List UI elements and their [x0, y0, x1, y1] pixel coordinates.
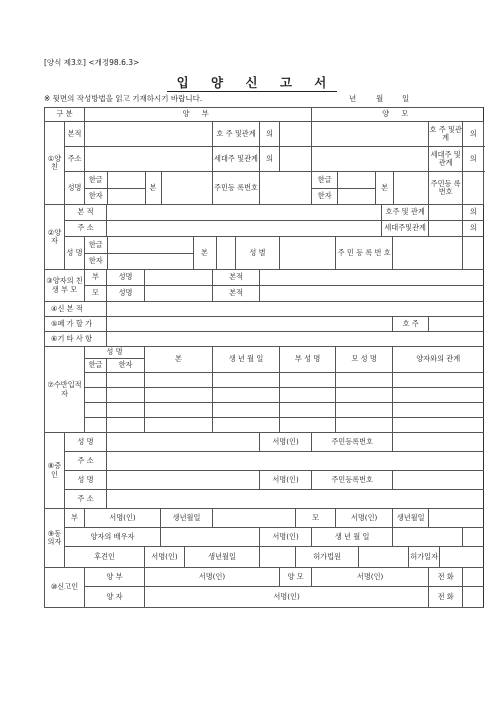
label-saengnyeon9: 생 년 월 일	[312, 528, 393, 547]
date-day: 일	[402, 94, 410, 103]
section-2-label: ②양자	[45, 205, 65, 270]
field-witness1-name[interactable]	[107, 433, 260, 452]
label-buseongmyeong: 부 성 명	[280, 347, 336, 373]
mother-name-block	[312, 172, 429, 205]
label-hanja-child: 한자	[85, 253, 107, 269]
s7-cell[interactable]	[85, 418, 107, 433]
label-bon-child: 본	[193, 237, 216, 269]
label-seongmyeong3: 성명	[107, 270, 145, 286]
s7-cell[interactable]	[280, 418, 336, 433]
field-child-bon[interactable]	[216, 237, 236, 269]
label-hoju-mother: 호 주 및관계	[429, 122, 463, 147]
label-juso: 주소	[65, 147, 85, 172]
label-heogabeobwon: 허가법원	[296, 547, 359, 568]
label-bonjeok: 본적	[65, 122, 85, 147]
label-yangbu10: 양 부	[85, 568, 145, 587]
witness1-sign[interactable]: 서명(인)	[260, 433, 312, 452]
field-mother-hangeul[interactable]	[338, 172, 376, 188]
s7-cell[interactable]	[145, 373, 213, 388]
field-mother-juso[interactable]	[312, 147, 429, 172]
label-hoju2: 호주 및 관계	[382, 205, 429, 221]
field-child-hangeul[interactable]	[107, 237, 193, 253]
field-bio-mother-bonjeok[interactable]	[260, 286, 484, 302]
consent-mother-sign[interactable]: 서명(인)	[336, 509, 393, 528]
field-child-hoju[interactable]	[429, 205, 463, 221]
s7-cell[interactable]	[107, 373, 145, 388]
label-sedaeju2: 세대주및관계	[382, 221, 429, 237]
label-saengnyeon: 생 년 월 일	[213, 347, 280, 373]
label-bonjeok3b: 본적	[213, 286, 260, 302]
section-5-label: ⑤폐 가 할 가	[45, 317, 107, 332]
label-jumin: 주민등 록번호	[213, 172, 260, 205]
s7-cell[interactable]	[107, 403, 145, 418]
section-3-label: ③양자의 친 생 부 모	[45, 270, 85, 302]
s7-cell[interactable]	[107, 418, 145, 433]
field-mother-jumin[interactable]	[463, 172, 484, 205]
consent-father-sign[interactable]: 서명(인)	[85, 509, 161, 528]
label-bu9-birth: 생년월일	[161, 509, 213, 528]
label-hangeul: 한글	[85, 172, 107, 188]
field-mother-hanja[interactable]	[338, 188, 376, 204]
label-jumin2: 주 민 등 록 번 호	[336, 237, 393, 270]
label-seongmyeong7: 성 명	[85, 347, 145, 359]
s7-cell[interactable]	[336, 418, 393, 433]
label-hanja: 한자	[85, 188, 107, 204]
child-name-block	[85, 237, 236, 270]
label-witness1-name: 성 명	[65, 433, 107, 452]
s7-cell[interactable]	[145, 403, 213, 418]
field-witness2-name[interactable]	[107, 471, 260, 490]
label-bu9: 부	[65, 509, 85, 528]
label-bon-mother: 본	[376, 172, 394, 204]
label-moseongmyeong: 모 성 명	[336, 347, 393, 373]
s7-cell[interactable]	[85, 373, 107, 388]
father-name-block	[85, 172, 213, 205]
s7-cell[interactable]	[213, 418, 280, 433]
label-mo9-birth: 생년월일	[393, 509, 429, 528]
label-hangeul-mother: 한글	[312, 172, 338, 188]
label-seongmyeong3b: 성명	[107, 286, 145, 302]
label-phone2: 전 화	[429, 587, 463, 608]
field-bio-mother-name[interactable]	[145, 286, 213, 302]
field-bio-father-name[interactable]	[145, 270, 213, 286]
s7-cell[interactable]	[280, 403, 336, 418]
field-baewooja[interactable]	[161, 528, 260, 547]
label-ui-mother2: 의	[463, 147, 484, 172]
s7-cell[interactable]	[393, 388, 484, 403]
s7-cell[interactable]	[336, 388, 393, 403]
s7-cell[interactable]	[393, 373, 484, 388]
yangbu-header: 양 부	[85, 108, 312, 122]
label-juso2: 주 소	[65, 221, 107, 237]
label-guardian-birth: 생년월일	[185, 547, 260, 568]
gubun-header: 구 분	[45, 108, 85, 122]
form-title: 입 양 신 고 서	[0, 73, 504, 91]
field-mother-bonjeok[interactable]	[312, 122, 429, 147]
label-bon: 본	[145, 172, 161, 204]
label-witness1-juso: 주 소	[65, 452, 107, 471]
label-phone1: 전 화	[429, 568, 463, 587]
adoption-report-form	[44, 107, 484, 608]
field-other-matters[interactable]	[107, 332, 484, 347]
label-mo: 모	[85, 286, 107, 302]
label-ui4: 의	[463, 221, 484, 237]
label-heogailja: 허가일자	[409, 547, 440, 568]
s7-cell[interactable]	[213, 403, 280, 418]
label-ui: 의	[260, 122, 280, 147]
field-child-sedaeju[interactable]	[429, 221, 463, 237]
field-child-jumin[interactable]	[393, 237, 463, 270]
section-1-label: ①양친	[45, 122, 65, 205]
field-father-bonjeok[interactable]	[85, 122, 213, 147]
s7-cell[interactable]	[145, 418, 213, 433]
field-father-hanja[interactable]	[107, 188, 145, 204]
label-yangmo10: 양 모	[280, 568, 312, 587]
field-father-hangeul[interactable]	[107, 172, 145, 188]
label-bu: 부	[85, 270, 107, 286]
s7-cell[interactable]	[145, 388, 213, 403]
field-father-sedaeju[interactable]	[280, 147, 312, 172]
label-witness1-jumin: 주민등록번호	[312, 433, 393, 452]
s7-cell[interactable]	[280, 388, 336, 403]
label-yangja-gwan: 양자와의 관계	[393, 347, 484, 373]
label-seongmyeong: 성명	[65, 172, 85, 205]
s7-cell[interactable]	[213, 373, 280, 388]
field-witness2-juso[interactable]	[107, 490, 484, 509]
guardian-sign[interactable]: 서명(인)	[145, 547, 185, 568]
s7-cell[interactable]	[85, 388, 107, 403]
field-phone2[interactable]	[463, 587, 484, 608]
field-child-bonjeok[interactable]	[107, 205, 382, 221]
label-sedaeju: 세대주 및관계	[213, 147, 260, 172]
label-seongbyeol: 성 별	[236, 237, 280, 270]
section-9-label: ⑨동의자	[45, 509, 65, 568]
field-witness1-jumin[interactable]	[393, 433, 484, 452]
field-court[interactable]	[359, 547, 409, 568]
date-year: 년	[349, 94, 357, 103]
s7-cell[interactable]	[280, 373, 336, 388]
field-abolish-house[interactable]	[107, 317, 393, 332]
field-bu9-birth[interactable]	[213, 509, 296, 528]
field-hoju5[interactable]	[429, 317, 484, 332]
section-6-label: ⑥기 타 사 항	[45, 332, 107, 347]
field-witness2-jumin[interactable]	[393, 471, 484, 490]
s7-cell[interactable]	[393, 403, 484, 418]
section-8-label: ⑧증인	[45, 433, 65, 509]
label-hangeul-child: 한글	[85, 237, 107, 253]
section-7-label: ⑦수반입적자	[45, 347, 85, 433]
section-10-label: ⑩신고인	[45, 568, 85, 608]
field-father-jumin[interactable]	[260, 172, 312, 205]
field-child-juso[interactable]	[107, 221, 382, 237]
field-father-juso[interactable]	[85, 147, 213, 172]
date-month: 월	[376, 94, 384, 103]
label-hangeul7: 한글	[85, 359, 107, 373]
label-seongmyeong2: 성 명	[65, 237, 85, 270]
label-jumin-mother: 주민등 록번호	[429, 172, 463, 205]
label-sedaeju-mother: 세대주 및관계	[429, 147, 463, 172]
label-bonjeok3: 본적	[213, 270, 260, 286]
label-bon7: 본	[145, 347, 213, 373]
field-bio-father-bonjeok[interactable]	[260, 270, 484, 286]
field-witness1-juso[interactable]	[107, 452, 484, 471]
label-bonjeok2: 본 적	[65, 205, 107, 221]
field-mo9-birth[interactable]	[429, 509, 484, 528]
form-number: [양식 제3호] <개정98.6.3>	[44, 58, 140, 67]
field-father-bon[interactable]	[161, 172, 213, 204]
label-witness2-name: 성 명	[65, 471, 107, 490]
label-hugyeonin: 후견인	[65, 547, 145, 568]
field-new-bonjeok[interactable]	[107, 302, 484, 317]
label-hanja-mother: 한자	[312, 188, 338, 204]
label-hoju: 호 주 및관계	[213, 122, 260, 147]
witness2-sign[interactable]: 서명(인)	[260, 471, 312, 490]
label-mo9: 모	[296, 509, 336, 528]
field-father-hoju[interactable]	[280, 122, 312, 147]
yangmo-header: 양 모	[312, 108, 484, 122]
label-witness2-juso: 주 소	[65, 490, 107, 509]
s7-cell[interactable]	[213, 388, 280, 403]
label-yangja10: 양 자	[85, 587, 145, 608]
label-hoju5: 호 주	[393, 317, 429, 332]
label-ui3: 의	[463, 205, 484, 221]
label-hanja7: 한자	[107, 359, 145, 373]
s7-cell[interactable]	[85, 403, 107, 418]
field-guardian-birth[interactable]	[260, 547, 296, 568]
field-child-sex[interactable]	[280, 237, 336, 270]
label-baewooja: 양자의 배우자	[65, 528, 161, 547]
s7-cell[interactable]	[336, 403, 393, 418]
label-witness2-jumin: 주민등록번호	[312, 471, 393, 490]
s7-cell[interactable]	[107, 388, 145, 403]
s7-cell[interactable]	[393, 418, 484, 433]
field-spouse-birth[interactable]	[393, 528, 463, 547]
field-child-hanja[interactable]	[107, 253, 193, 269]
reporter-child-sign[interactable]: 서명(인)	[145, 587, 429, 608]
label-ui2: 의	[260, 147, 280, 172]
s7-cell[interactable]	[336, 373, 393, 388]
reporter-mother-sign[interactable]: 서명(인)	[312, 568, 429, 587]
field-permit-date[interactable]	[440, 547, 484, 568]
field-phone1[interactable]	[463, 568, 484, 587]
label-ui-mother: 의	[463, 122, 484, 147]
instruction-note: ※ 뒷면의 작성방법을 읽고 기재하시기 바랍니다.	[44, 94, 203, 103]
reporter-father-sign[interactable]: 서명(인)	[145, 568, 280, 587]
section-4-label: ④신 본 적	[45, 302, 107, 317]
spouse-sign[interactable]: 서명(인)	[260, 528, 312, 547]
field-mother-bon[interactable]	[394, 172, 429, 204]
